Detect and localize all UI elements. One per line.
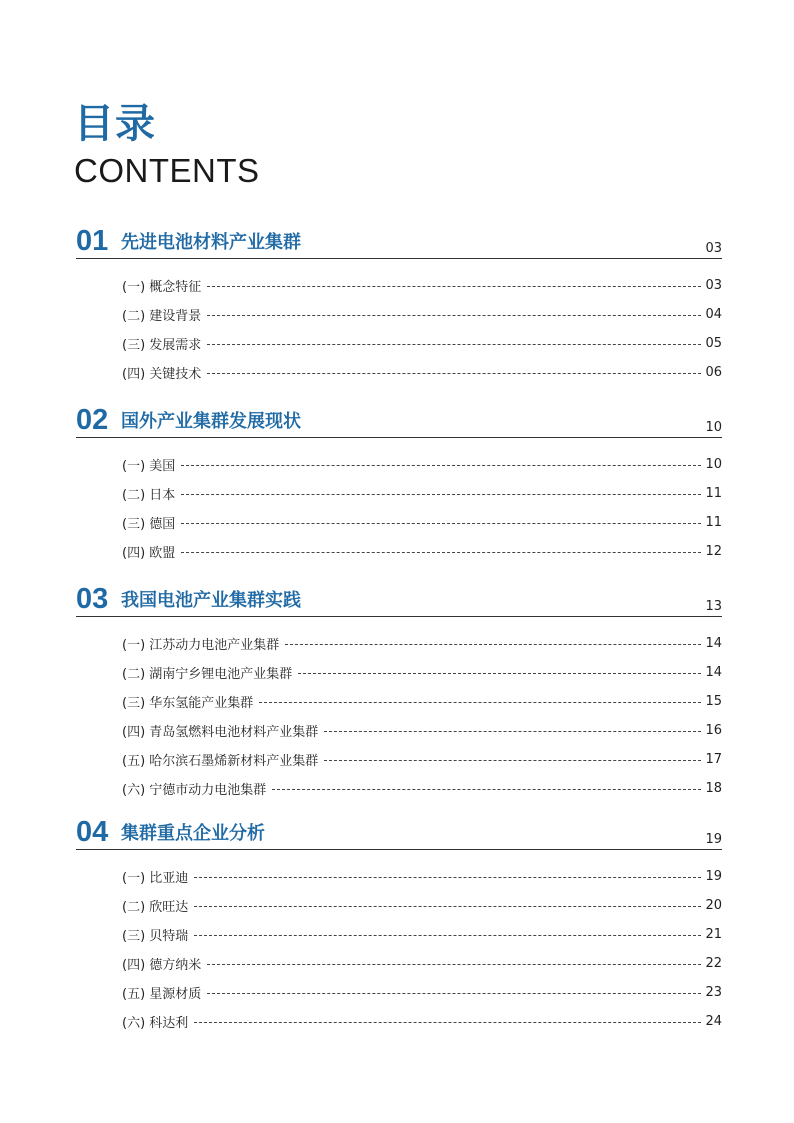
toc-item[interactable]: [76, 537, 722, 566]
dot-leader: [324, 731, 701, 732]
toc-item-label: (五) 哈尔滨石墨烯新材料产业集群: [122, 754, 319, 769]
section-header[interactable]: [76, 582, 722, 617]
dot-leader: [181, 552, 701, 553]
toc-item-label: (六) 科达利: [122, 1016, 189, 1031]
toc-item-label: (三) 华东氢能产业集群: [122, 696, 254, 711]
toc-item-list: [76, 862, 722, 1036]
dot-leader: [272, 789, 701, 790]
dot-leader: [207, 964, 701, 965]
section-header[interactable]: [76, 815, 722, 850]
toc-item-page: 16: [705, 723, 722, 738]
section-title: 先进电池材料产业集群: [121, 232, 301, 253]
toc-item-label: (二) 欣旺达: [122, 900, 189, 915]
toc-item[interactable]: [76, 1007, 722, 1036]
toc-item-label: (三) 贝特瑞: [122, 929, 189, 944]
toc-item[interactable]: [76, 862, 722, 891]
section-page-number: 03: [705, 241, 722, 256]
toc-item-page: 11: [705, 515, 722, 530]
toc-item[interactable]: [76, 716, 722, 745]
toc-item-label: (二) 建设背景: [122, 309, 202, 324]
toc-item[interactable]: [76, 358, 722, 387]
toc-item[interactable]: [76, 978, 722, 1007]
toc-item[interactable]: [76, 629, 722, 658]
dot-leader: [194, 1022, 701, 1023]
toc-item-page: 03: [705, 278, 722, 293]
toc-item[interactable]: [76, 891, 722, 920]
toc-item[interactable]: [76, 745, 722, 774]
toc-item-label: (一) 美国: [122, 459, 176, 474]
toc-item-label: (三) 发展需求: [122, 338, 202, 353]
toc-item-page: 21: [705, 927, 722, 942]
toc-section-04: [76, 815, 722, 1036]
toc-item-page: 10: [705, 457, 722, 472]
toc-item[interactable]: [76, 658, 722, 687]
toc-section-03: [76, 582, 722, 803]
toc-item-page: 22: [705, 956, 722, 971]
toc-item-label: (四) 青岛氢燃料电池材料产业集群: [122, 725, 319, 740]
dot-leader: [181, 494, 701, 495]
toc-item-label: (二) 日本: [122, 488, 176, 503]
toc-item[interactable]: [76, 687, 722, 716]
toc-item-label: (四) 欧盟: [122, 546, 176, 561]
section-number: 02: [76, 404, 109, 436]
dot-leader: [181, 465, 701, 466]
toc-item[interactable]: [76, 508, 722, 537]
page-subtitle: CONTENTS: [74, 152, 260, 189]
toc-item-label: (一) 比亚迪: [122, 871, 189, 886]
toc-item-list: [76, 271, 722, 387]
dot-leader: [194, 877, 701, 878]
toc-item-label: (二) 湖南宁乡锂电池产业集群: [122, 667, 293, 682]
toc-item-page: 20: [705, 898, 722, 913]
toc-section-02: [76, 403, 722, 566]
toc-item-label: (四) 德方纳米: [122, 958, 202, 973]
section-page-number: 19: [705, 832, 722, 847]
toc-item[interactable]: [76, 271, 722, 300]
toc-item-page: 24: [705, 1014, 722, 1029]
section-page-number: 13: [705, 599, 722, 614]
toc-item-page: 11: [705, 486, 722, 501]
toc-item-label: (一) 概念特征: [122, 280, 202, 295]
toc-item-page: 05: [705, 336, 722, 351]
section-number: 01: [76, 225, 109, 257]
toc-item-list: [76, 450, 722, 566]
dot-leader: [181, 523, 701, 524]
toc-item-page: 19: [705, 869, 722, 884]
dot-leader: [194, 906, 701, 907]
toc-item-page: 06: [705, 365, 722, 380]
toc-item[interactable]: [76, 300, 722, 329]
section-title: 我国电池产业集群实践: [121, 590, 301, 611]
toc-item-label: (四) 关键技术: [122, 367, 202, 382]
section-header[interactable]: [76, 403, 722, 438]
dot-leader: [207, 344, 701, 345]
toc-item-label: (一) 江苏动力电池产业集群: [122, 638, 280, 653]
dot-leader: [194, 935, 701, 936]
toc-item-label: (三) 德国: [122, 517, 176, 532]
section-title: 国外产业集群发展现状: [121, 411, 301, 432]
toc-item-page: 14: [705, 636, 722, 651]
dot-leader: [207, 315, 701, 316]
toc-item[interactable]: [76, 479, 722, 508]
section-number: 04: [76, 816, 109, 848]
toc-item-label: (六) 宁德市动力电池集群: [122, 783, 267, 798]
toc-item-page: 04: [705, 307, 722, 322]
toc-item[interactable]: [76, 774, 722, 803]
dot-leader: [207, 993, 701, 994]
toc-item[interactable]: [76, 949, 722, 978]
toc-section-01: [76, 224, 722, 387]
section-page-number: 10: [705, 420, 722, 435]
section-number: 03: [76, 583, 109, 615]
section-title: 集群重点企业分析: [121, 823, 265, 844]
toc-item-page: 14: [705, 665, 722, 680]
dot-leader: [298, 673, 701, 674]
toc-item-list: [76, 629, 722, 803]
toc-item-label: (五) 星源材质: [122, 987, 202, 1002]
dot-leader: [207, 373, 701, 374]
toc-item[interactable]: [76, 920, 722, 949]
toc-item[interactable]: [76, 450, 722, 479]
toc-item-page: 15: [705, 694, 722, 709]
page-title: 目录: [74, 101, 156, 147]
dot-leader: [259, 702, 701, 703]
section-header[interactable]: [76, 224, 722, 259]
toc-item-page: 12: [705, 544, 722, 559]
toc-item-page: 23: [705, 985, 722, 1000]
dot-leader: [285, 644, 701, 645]
toc-item-page: 18: [705, 781, 722, 796]
dot-leader: [207, 286, 701, 287]
dot-leader: [324, 760, 701, 761]
toc-item[interactable]: [76, 329, 722, 358]
toc-item-page: 17: [705, 752, 722, 767]
